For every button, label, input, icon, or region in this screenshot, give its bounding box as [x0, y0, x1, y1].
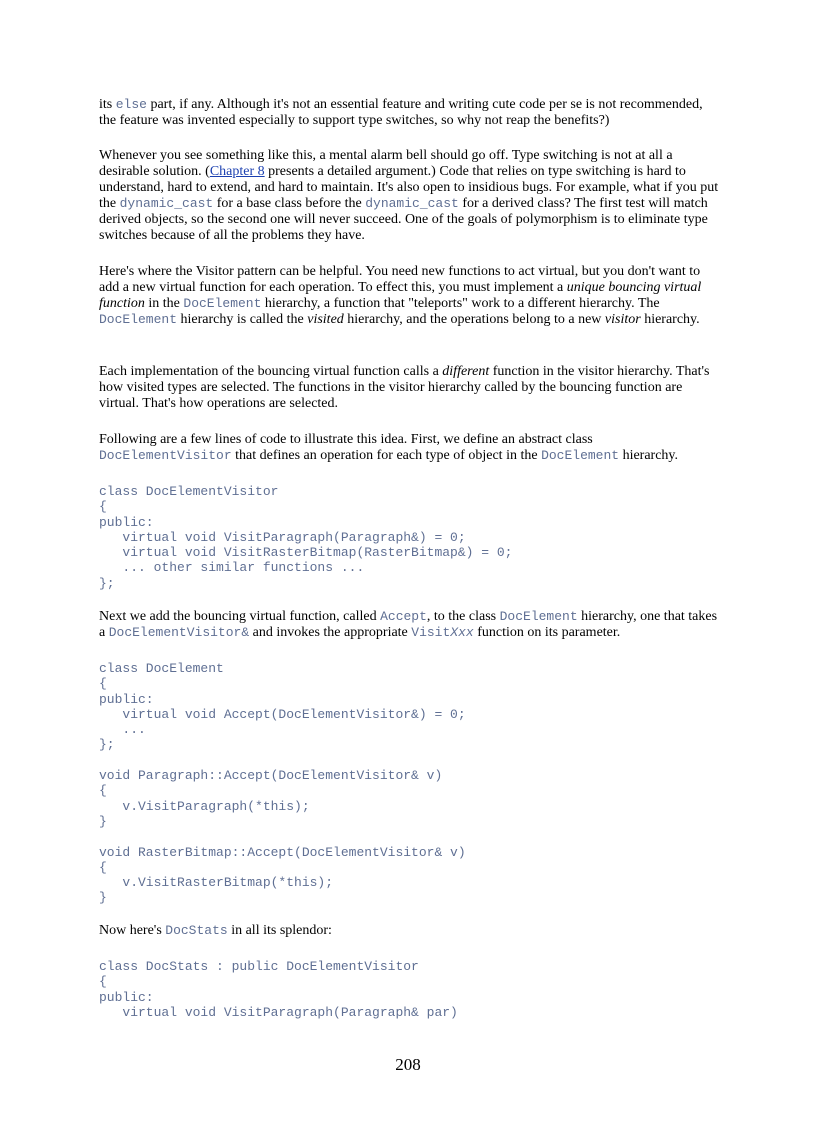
inline-code: Visit — [411, 625, 451, 640]
inline-code: dynamic_cast — [119, 196, 214, 211]
inline-code: Accept — [380, 609, 427, 624]
inline-code: DocElement — [183, 296, 262, 311]
page-number: 208 — [395, 1055, 421, 1074]
inline-code: dynamic_cast — [365, 196, 459, 211]
inline-code: else — [115, 97, 147, 112]
inline-code: DocElement — [499, 609, 578, 624]
inline-code: DocStats — [165, 923, 228, 938]
inline-code: DocElement — [99, 312, 178, 327]
paragraph-type-switching: Whenever you see something like this, a mental alarm bell should go off. Type switching is not at all a desirable solution. (Chapter 8 presents a detailed argument.) Code that relies on type switching is hard to understand, hard to extend, and hard to maintain. It's also open to insidious bugs. For example, what if you put the dynamic_cast for a base class before the dynamic_cast for a derived class? The first test will match derived objects, so the second one will never succeed. One of the goals of polymorphism is to eliminate type switches because of all the problems they have. — [99, 148, 719, 243]
code-block-docstats: class DocStats : public DocElementVisitor { public: virtual void VisitParagraph(Paragraph& par) — [99, 959, 458, 1020]
code-block-docelement: class DocElement { public: virtual void Accept(DocElementVisitor&) = 0; ... }; void Paragraph::Accept(DocElementVisitor& v) { v.VisitParagraph(*this); } void RasterBitmap::Accept(DocElementVisitor& v) { v.VisitRasterBitmap(*this); } — [99, 661, 466, 906]
paragraph-bouncing-function: Each implementation of the bouncing virtual function calls a different function in the visitor hierarchy. That's how visited types are selected. The functions in the visitor hierarchy called by the bouncing function are virtual. That's how operations are selected. — [99, 364, 710, 411]
inline-code: DocElement — [541, 448, 620, 463]
paragraph-visitor-pattern: Here's where the Visitor pattern can be helpful. You need new functions to act virtual, but you don't want to add a new virtual function for each operation. To effect this, you must implement a unique bouncing virtual function in the DocElement hierarchy, a function that "teleports" work to a different hierarchy. The DocElement hierarchy is called the visited hierarchy, and the operations belong to a new visitor hierarchy. — [99, 264, 702, 327]
paragraph-accept-function: Next we add the bouncing virtual function, called Accept, to the class DocElement hierarchy, one that takes a DocElementVisitor& and invokes the appropriate VisitXxx function on its parameter. — [99, 609, 718, 640]
inline-code: DocElementVisitor& — [108, 625, 250, 640]
paragraph-docstats-intro: Now here's DocStats in all its splendor: — [99, 923, 332, 938]
inline-code: DocElementVisitor — [99, 448, 232, 463]
chapter-8-link[interactable]: Chapter 8 — [209, 164, 265, 179]
paragraph-type-switch-note: its else part, if any. Although it's not an essential feature and writing cute code per se is not recommended, the feature was invented especially to support type switches, so why not reap the benefits?) — [99, 97, 703, 128]
paragraph-illustrate: Following are a few lines of code to illustrate this idea. First, we define an abstract class DocElementVisitor that defines an operation for each type of object in the DocElement hierarchy. — [99, 432, 679, 463]
inline-code-italic: Xxx — [450, 625, 474, 640]
code-block-docelementvisitor: class DocElementVisitor { public: virtual void VisitParagraph(Paragraph&) = 0; virtual void VisitRasterBitmap(RasterBitmap&) = 0; ... other similar functions ... }; — [99, 484, 513, 591]
